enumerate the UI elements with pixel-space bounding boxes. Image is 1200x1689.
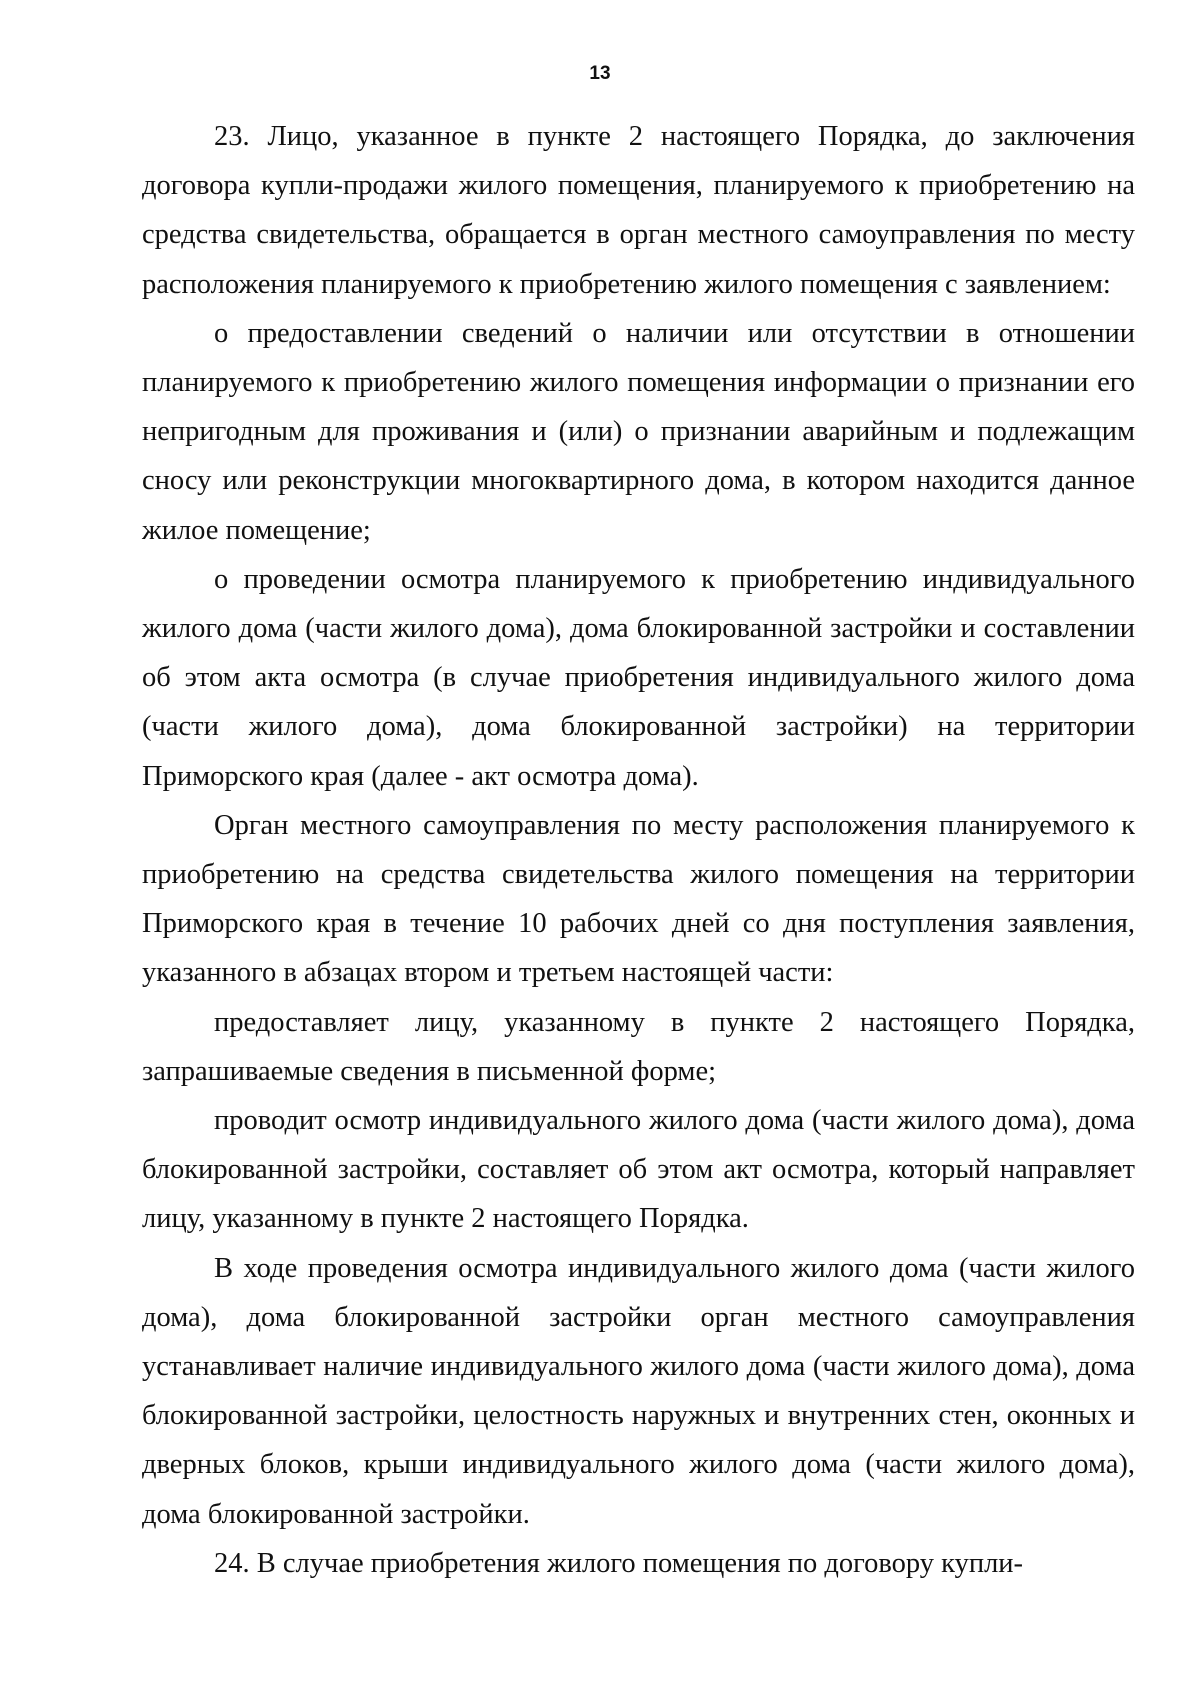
paragraph-inspection-request: о проведении осмотра планируемого к приобретению индивидуального жилого дома (части жилого дома), дома блокированной застройки и составлении об этом акта осмотра (в случае приобретения индивидуального жилого дома (части жилого дома), дома блокированной застройки) на территории Приморского края (далее - акт осмотра дома). — [142, 563, 1135, 792]
paragraph-info-request: о предоставлении сведений о наличии или отсутствии в отношении планируемого к приобретению жилого помещения информации о признании его непригодным для проживания и (или) о признании аварийным и подлежащим сносу или реконструкции многоквартирного дома, в котором находится данное жилое помещение; — [142, 317, 1135, 546]
paragraph-inspection-scope: В ходе проведения осмотра индивидуального жилого дома (части жилого дома), дома блокированной застройки орган местного самоуправления устанавливает наличие индивидуального жилого дома (части жилого дома), дома блокированной застройки, целостность наружных и внутренних стен, оконных и дверных блоков, крыши индивидуального жилого дома (части жилого дома), дома блокированной застройки. — [142, 1252, 1135, 1530]
paragraph-23-intro: 23. Лицо, указанное в пункте 2 настоящего Порядка, до заключения договора купли-продажи жилого помещения, планируемого к приобретению на средства свидетельства, обращается в орган местного самоуправления по месту расположения планируемого к приобретению жилого помещения с заявлением: — [142, 121, 1135, 300]
paragraph-provides-info: предоставляет лицу, указанному в пункте 2 настоящего Порядка, запрашиваемые сведения в письменной форме; — [142, 1006, 1135, 1087]
document-body — [142, 112, 1135, 1588]
paragraph-24-start: 24. В случае приобретения жилого помещения по договору купли- — [214, 1547, 1024, 1579]
paragraph-conducts-inspection: проводит осмотр индивидуального жилого дома (части жилого дома), дома блокированной застройки, составляет об этом акт осмотра, который направляет лицу, указанному в пункте 2 настоящего Порядка. — [142, 1105, 1135, 1235]
paragraph-local-authority: Орган местного самоуправления по месту расположения планируемого к приобретению на средства свидетельства жилого помещения на территории Приморского края в течение 10 рабочих дней со дня поступления заявления, указанного в абзацах втором и третьем настоящей части: — [142, 809, 1135, 989]
page-number: 13 — [589, 63, 611, 84]
